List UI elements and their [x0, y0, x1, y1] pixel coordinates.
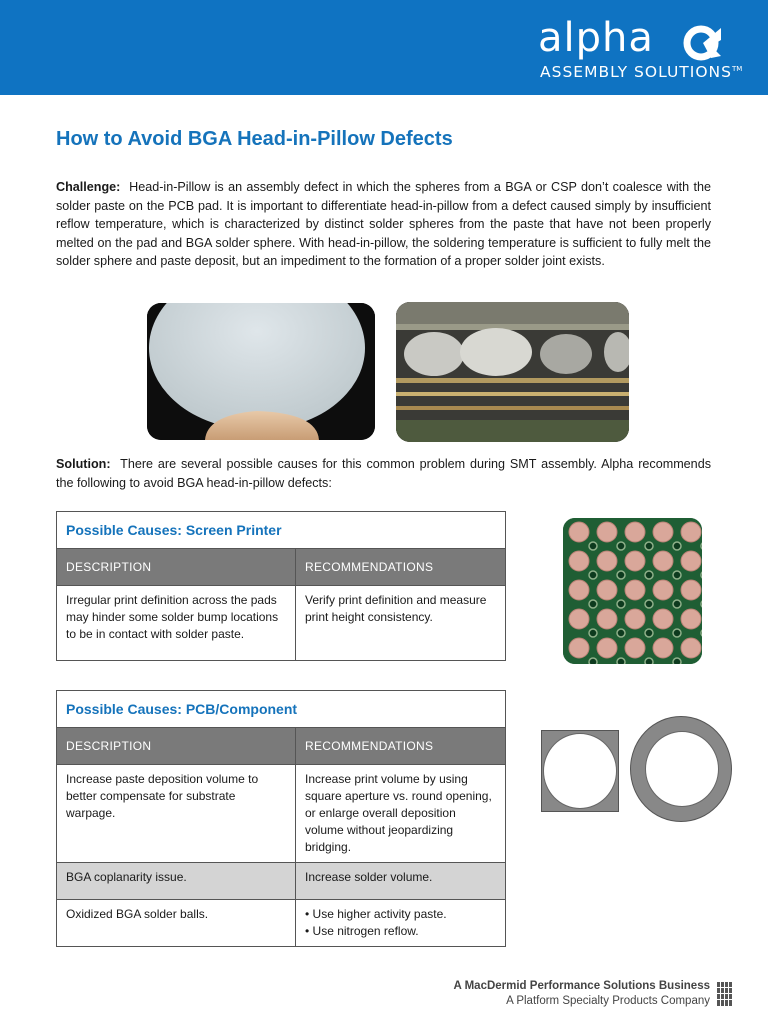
head-in-pillow-crosssection-photo [396, 302, 629, 442]
pcb-pad [625, 638, 645, 658]
pcb-via [673, 542, 681, 550]
pcb-pad [681, 551, 701, 571]
pcb-via [589, 629, 597, 637]
col-recommendations-header: RECOMMENDATIONS [296, 728, 506, 765]
pcb-via [645, 600, 653, 608]
pcb-pad [625, 580, 645, 600]
row-recommendation [296, 900, 506, 947]
table-row [57, 586, 506, 661]
pcb-pad [681, 580, 701, 600]
challenge-label: Challenge: [56, 180, 121, 194]
pcb-pad [625, 522, 645, 542]
pcb-via [673, 658, 681, 664]
pcb-pad [569, 638, 589, 658]
pcb-via [673, 629, 681, 637]
pcb-via [617, 542, 625, 550]
pcb-via [645, 542, 653, 550]
pcb-pad [653, 638, 673, 658]
pcb-via [673, 600, 681, 608]
pcb-pad [597, 609, 617, 629]
table-row [57, 765, 506, 863]
page-title: How to Avoid BGA Head-in-Pillow Defects [56, 128, 453, 150]
pcb-via [645, 629, 653, 637]
row-recommendation: Increase print volume by using square aperture vs. round opening, or enlarge overall deposition volume without jeopardizing bridging. [296, 765, 506, 863]
pcb-pad [653, 551, 673, 571]
pcb-via [617, 571, 625, 579]
pcb-via [589, 600, 597, 608]
pcb-via [617, 600, 625, 608]
pcb-pad [569, 609, 589, 629]
table-caption-row [57, 691, 506, 728]
solution-paragraph [56, 455, 711, 492]
platform-logo-icon [716, 981, 734, 1007]
pcb-pad [569, 522, 589, 542]
pcb-pad [625, 609, 645, 629]
logo-wordmark: alpha [538, 15, 654, 61]
pcb-pad [597, 522, 617, 542]
pcb-via [645, 571, 653, 579]
pcb-pads-photo [563, 518, 702, 664]
row-description: Irregular print definition across the pads may hinder some solder bump locations to be in contact with solder paste. [57, 586, 296, 661]
solution-text: There are several possible causes for this common problem during SMT assembly. Alpha recommends the following to avoid BGA head-in-pillow defects: [56, 457, 711, 490]
logo-tagline: ASSEMBLY SOLUTIONS™ [540, 63, 743, 81]
solution-label: Solution: [56, 457, 111, 471]
solder-sphere-photo [147, 303, 375, 440]
square-aperture-round-pad [543, 733, 617, 809]
pcb-pad [625, 551, 645, 571]
pcb-pad [653, 522, 673, 542]
challenge-paragraph [56, 178, 711, 271]
pcb-via [673, 571, 681, 579]
pcb-via [589, 571, 597, 579]
pcb-pad [681, 638, 701, 658]
table-header-row [57, 549, 506, 586]
row-description: BGA coplanarity issue. [57, 863, 296, 900]
footer-line-1: A MacDermid Performance Solutions Business [453, 980, 710, 992]
table-caption: Possible Causes: PCB/Component [57, 691, 506, 728]
recommendation-bullet-list [305, 906, 496, 940]
table-row [57, 863, 506, 900]
pcb-via [589, 658, 597, 664]
table-caption-row [57, 512, 506, 549]
pcb-pads-image [563, 518, 702, 664]
screen-printer-causes-table [56, 511, 506, 661]
footer-line-2: A Platform Specialty Products Company [506, 995, 710, 1007]
table-row [57, 900, 506, 947]
pcb-component-causes-table [56, 690, 506, 947]
table-caption: Possible Causes: Screen Printer [57, 512, 506, 549]
brand-header [0, 0, 768, 95]
list-item: • Use nitrogen reflow. [305, 924, 419, 938]
pcb-via [701, 658, 702, 664]
row-description: Oxidized BGA solder balls. [57, 900, 296, 947]
solder-sphere-image [147, 303, 375, 440]
pcb-pad [569, 551, 589, 571]
pcb-via [617, 658, 625, 664]
pcb-via [617, 629, 625, 637]
round-opening-pad [645, 731, 719, 807]
row-recommendation: Increase solder volume. [296, 863, 506, 900]
alpha-logo-icon [681, 22, 725, 62]
pcb-pad [597, 551, 617, 571]
pcb-pad [681, 522, 701, 542]
list-item: • Use higher activity paste. [305, 907, 447, 921]
crosssection-image [396, 302, 629, 442]
challenge-text: Head-in-Pillow is an assembly defect in which the spheres from a BGA or CSP don’t coalesce with the solder paste on the PCB pad. It is important to differentiate head-in-pillow from a defect caused simply by insufficient reflow temperature, which is characterized by distinct solder spheres from the paste that have not been properly melted on the pad and BGA solder sphere. With head-in-pillow, the soldering temperature is sufficient to fully melt the solder sphere and paste deposit, but an impediment to the formation of a proper solder joint exists. [56, 180, 711, 268]
col-recommendations-header: RECOMMENDATIONS [296, 549, 506, 586]
pcb-via [589, 542, 597, 550]
pcb-pad [653, 580, 673, 600]
pcb-pad [597, 580, 617, 600]
col-description-header: DESCRIPTION [57, 728, 296, 765]
col-description-header: DESCRIPTION [57, 549, 296, 586]
pcb-pad [681, 609, 701, 629]
pcb-pad [597, 638, 617, 658]
row-recommendation: Verify print definition and measure print height consistency. [296, 586, 506, 661]
row-description: Increase paste deposition volume to better compensate for substrate warpage. [57, 765, 296, 863]
pcb-pad [653, 609, 673, 629]
pcb-via [645, 658, 653, 664]
table-header-row [57, 728, 506, 765]
pcb-pad [569, 580, 589, 600]
